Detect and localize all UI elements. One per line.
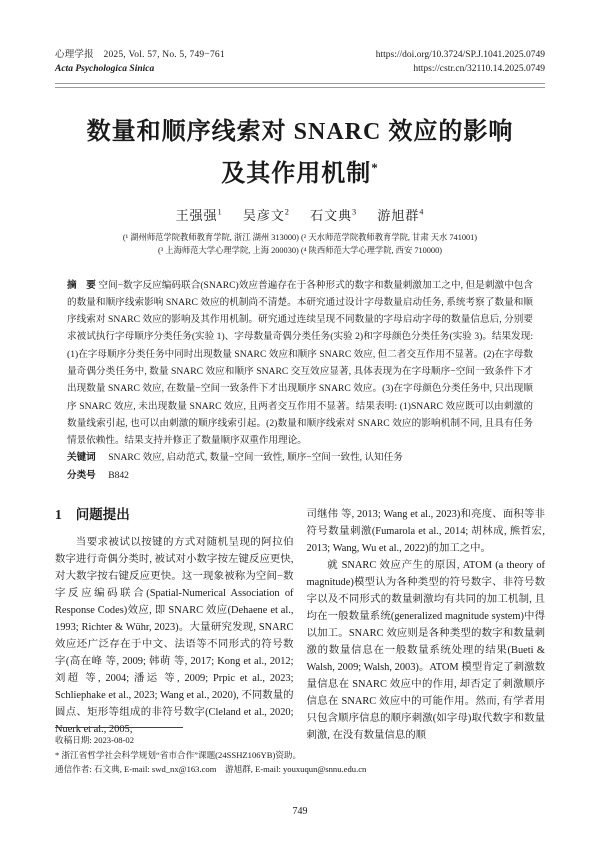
journal-name-english: Acta Psychologica Sinica — [55, 64, 155, 74]
doi-link-primary[interactable]: https://doi.org/10.3724/SP.J.1041.2025.0749 — [375, 50, 545, 60]
body-paragraph-2: 就 SNARC 效应产生的原因, ATOM (a theory of magnitude)模型认为各种类型的符号数字、非符号数字以及不同形式的数量刺激均有共同的加工机制, 且均在一般数量系统(generalized magnitude system)中得以加工。SNARC 效应则是各种类型的数字和数量刺激的数量信息在一般数量系统处理的结果(Bueti & Walsh, 2009; Walsh, 2003)。ATOM 模型肯定了刺激数量信息在 SNARC 效应中的作用, 却否定了刺激顺序信息在 SNARC 效应中的可能作用。然而, 有学者用只包含顺序信息的顺序刺激(如字母)取代数字和数量刺激, 在没有数量信息的顺 — [306, 560, 545, 742]
author-4: 游旭群$^4$ — [377, 207, 425, 223]
section-1-title: 问题提出 — [75, 507, 130, 523]
title-footnote-mark: * — [371, 159, 379, 175]
page-number: 749 — [292, 806, 308, 817]
author-3-affiliation-mark: 3 — [352, 207, 358, 217]
left-column — [55, 506, 294, 744]
abstract — [67, 277, 533, 450]
journal-info — [55, 48, 225, 76]
footnote-area — [55, 727, 545, 777]
keywords-label: 关键词 — [67, 452, 96, 464]
doi-block — [376, 48, 545, 76]
abstract-label: 摘 要 — [67, 279, 96, 291]
funding-note — [55, 748, 545, 763]
body-paragraph-1-continued: 司继伟 等, 2013; Wang et al., 2023)和亮度、面积等非符号数量刺激(Fumarola et al., 2014; 胡林成, 熊哲宏, 2013; Wang, Wu et al., 2022)的加工之中。 — [306, 509, 545, 555]
affiliation-line2: (³ 上海师范大学心理学院, 上海 200030) (⁴ 陕西师范大学心理学院, 西安 710000) — [157, 245, 442, 255]
received-date: 收稿日期: 2023-08-02 — [55, 735, 135, 745]
author-2-affiliation-mark: 2 — [284, 207, 290, 217]
section-1-heading — [55, 506, 294, 524]
author-list — [55, 205, 545, 224]
classification-label: 分类号 — [67, 469, 96, 481]
body-paragraph-1: 当要求被试以按键的方式对随机呈现的阿拉伯数字进行奇偶分类时, 被试对小数字按左键反应更快, 对大数字按右键反应更快。这一现象被称为空间−数字反应编码联合(Spatial-Numerical Association of Response Codes)效应, 即 SNARC 效应(Dehaene et al., 1993; Richter & Wühr, 2023)。大量研究发现, SNARC 效应还广泛存在于中文、法语等不同形式的符号数字(高在峰 等, 2009; 韩萌 等, 2017; Kong et al., 2012; 刘超 等, 2004; 潘运 等, 2009; Prpic et al., 2023; Schliephake et al., 2023; Wang et al., 2020), 不同数量的圆点、矩形等组成的非符号数字(Cleland et al., 2020; Nuerk et al., 2005; — [55, 537, 294, 736]
right-column — [307, 506, 546, 744]
body-columns — [55, 506, 545, 744]
journal-header — [55, 48, 545, 76]
author-2: 吴彦文$^2$ — [242, 207, 290, 223]
funding-text: 浙江省哲学社会科学规划“省市合作”课题(24SSHZ106YB)资助。 — [61, 749, 302, 760]
paper-title-line2: 及其作用机制* — [221, 159, 379, 187]
keywords-text: SNARC 效应, 启动范式, 数量−空间一致性, 顺序−空间一致性, 认知任务 — [108, 452, 403, 464]
classification-line — [67, 467, 533, 484]
affiliations — [55, 231, 545, 257]
section-1-number: 1 — [55, 507, 62, 523]
paper-title — [55, 114, 545, 192]
affiliation-line1: (¹ 湖州师范学院教师教育学院, 浙江 湖州 313000) (² 天水师范学院教师教育学院, 甘肃 天水 741001) — [122, 232, 478, 242]
author-1: 王强强$^1$ — [175, 207, 223, 223]
keywords-line — [67, 449, 533, 466]
doi-link-secondary[interactable]: https://cstr.cn/32110.14.2025.0749 — [413, 64, 545, 74]
correspondence-note: 通信作者: 石文典, E-mail: swd_nx@163.com 游旭群, E-mail: youxuqun@snnu.edu.cn — [55, 764, 367, 774]
author-3: 石文典$^3$ — [310, 207, 358, 223]
footnote-divider — [55, 727, 183, 728]
paper-title-line1: 数量和顺序线索对 SNARC 效应的影响 — [86, 118, 514, 145]
journal-name-volume: 心理学报 2025, Vol. 57, No. 5, 749−761 — [55, 50, 225, 60]
author-4-affiliation-mark: 4 — [419, 207, 425, 217]
abstract-text: 空间−数字反应编码联合(SNARC)效应普遍存在于各种形式的数字和数量刺激加工之中, 但是刺激中包含的数量和顺序线索影响 SNARC 效应的机制尚不清楚。本研究通过设计字母数量启动任务, 系统考察了数量和顺序线索对 SNARC 效应的影响及其作用机制。研究通过连续呈现不同数量的字母启动字母的数量信息后, 分别要求被试执行字母顺序分类任务(实验 1)、字母数量奇偶分类任务(实验 2)和字母颜色分类任务(实验 3)。结果发现: (1)在字母顺序分类任务中同时出现数量 SNARC 效应和顺序 SNARC 效应, 但二者交互作用不显著。(2)在字母数量奇偶分类任务中, 数量 SNARC 效应和顺序 SNARC 交互效应显著, 具体表现为在字母顺序−空间一致条件下才出现数量 SNARC 效应, 在数量−空间一致条件下才出现顺序 SNARC 效应。(3)在字母颜色分类任务中, 只出现顺序 SNARC 效应, 未出现数量 SNARC 效应, 且两者交互作用不显著。结果表明: (1)SNARC 效应既可以由刺激的数量线索引起, 也可以由刺激的顺序线索引起。(2)数量和顺序线索对 SNARC 效应的影响机制不同, 且具有任务情景依赖性。结果支持并修正了数量顺序双重作用理论。 — [67, 279, 533, 447]
header-divider — [55, 83, 545, 88]
funding-asterisk: * — [55, 749, 60, 760]
classification-value: B842 — [108, 469, 129, 481]
author-1-affiliation-mark: 1 — [217, 207, 223, 217]
